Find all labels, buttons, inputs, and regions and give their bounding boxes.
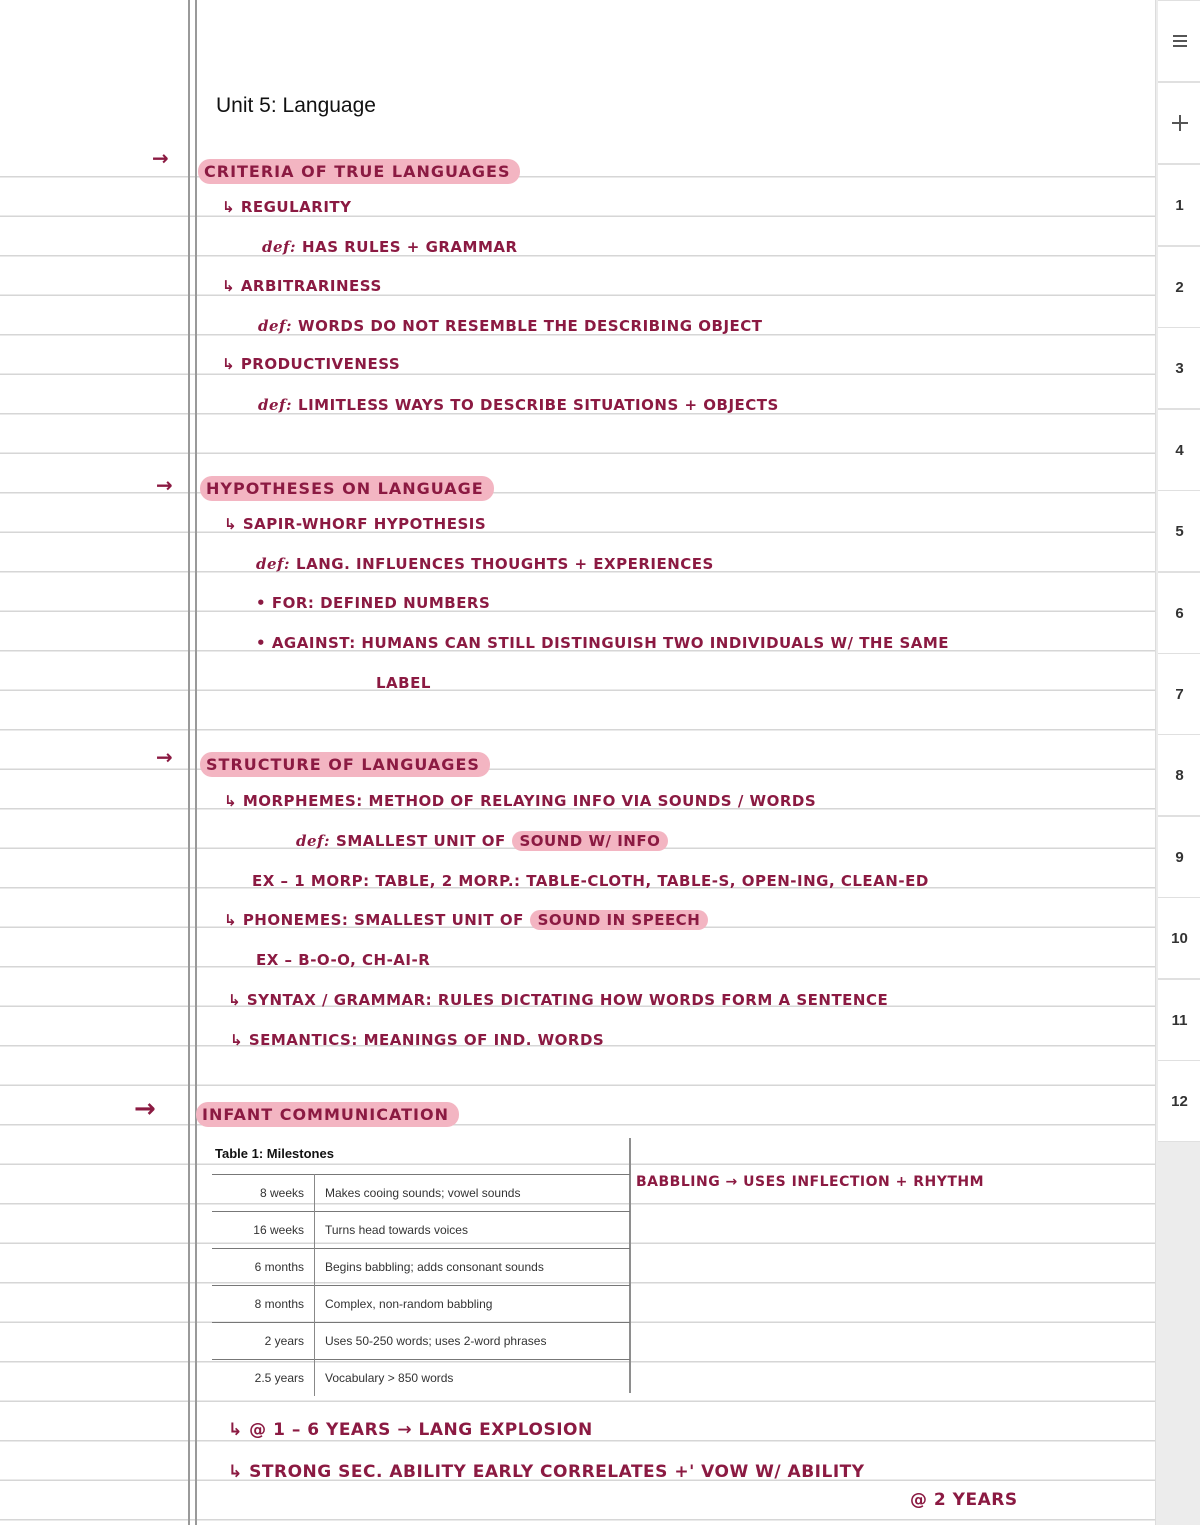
arrow-icon: → — [156, 745, 173, 769]
table-cell-age: 8 weeks — [212, 1175, 315, 1212]
table-row — [212, 1212, 630, 1249]
milestones-table — [212, 1174, 630, 1396]
hook-arrow-icon: ↳ — [228, 991, 242, 1009]
page-tab-9[interactable]: 9 — [1158, 816, 1200, 898]
highlight-sound-info: SOUND W/ INFO — [512, 831, 669, 851]
hypothesis-against: • AGAINST: HUMANS CAN STILL DISTINGUISH TWO INDIVIDUALS W/ THE SAME — [256, 634, 950, 652]
hook-arrow-icon: ↳ — [222, 355, 236, 373]
criteria-item-3: ↳ PRODUCTIVENESS — [222, 355, 401, 373]
arrow-icon: → — [134, 1094, 156, 1124]
semantics-line: ↳ SEMANTICS: MEANINGS OF IND. WORDS — [230, 1031, 605, 1049]
page-tab-2[interactable]: 2 — [1158, 246, 1200, 328]
arrow-icon: → — [152, 146, 169, 170]
page-tab-10[interactable]: 10 — [1158, 897, 1200, 979]
hook-arrow-icon: ↳ — [224, 515, 238, 533]
table-cell-milestone: Begins babbling; adds consonant sounds — [315, 1249, 631, 1286]
table-cell-milestone: Makes cooing sounds; vowel sounds — [315, 1175, 631, 1212]
page-tab-8[interactable]: 8 — [1158, 734, 1200, 816]
table-cell-age: 6 months — [212, 1249, 315, 1286]
babbling-note: BABBLING → USES INFLECTION + RHYTHM — [636, 1174, 985, 1190]
table-cell-age: 16 weeks — [212, 1212, 315, 1249]
criteria-item-1-def: def: HAS RULES + GRAMMAR — [262, 238, 518, 256]
note-correlates: ↳ STRONG SEC. ABILITY EARLY CORRELATES +' VOW W/ ABILITY — [228, 1462, 865, 1482]
phonemes-example: EX – B-O-O, CH-AI-R — [256, 951, 431, 969]
note-two-years: @ 2 YEARS — [910, 1490, 1018, 1510]
page-tab-12[interactable]: 12 — [1158, 1060, 1200, 1142]
infant-heading: INFANT COMMUNICATION — [196, 1102, 459, 1127]
menu-button[interactable] — [1158, 0, 1200, 82]
plus-icon — [1171, 114, 1189, 132]
table-cell-age: 2 years — [212, 1323, 315, 1360]
hook-arrow-icon: ↳ — [228, 1462, 243, 1482]
morphemes-def: def: SMALLEST UNIT OF SOUND W/ INFO — [296, 832, 668, 850]
hypotheses-heading: HYPOTHESES ON LANGUAGE — [200, 476, 494, 501]
phonemes-line: ↳ PHONEMES: SMALLEST UNIT OF SOUND IN SPEECH — [224, 911, 708, 929]
table-row — [212, 1286, 630, 1323]
hook-arrow-icon: ↳ — [230, 1031, 244, 1049]
note-lang-explosion: ↳ @ 1 – 6 YEARS → LANG EXPLOSION — [228, 1420, 593, 1440]
table-row — [212, 1175, 630, 1212]
table-cell-milestone: Complex, non-random babbling — [315, 1286, 631, 1323]
arrow-icon: → — [156, 473, 173, 497]
page-tab-7[interactable]: 7 — [1158, 653, 1200, 735]
bullet-icon: • — [256, 634, 267, 652]
hypothesis-term: ↳ SAPIR-WHORF HYPOTHESIS — [224, 515, 487, 533]
structure-heading: STRUCTURE OF LANGUAGES — [200, 752, 490, 777]
page-title: Unit 5: Language — [216, 94, 376, 117]
hook-arrow-icon: ↳ — [224, 911, 238, 929]
table-cell-milestone: Turns head towards voices — [315, 1212, 631, 1249]
page-tab-11[interactable]: 11 — [1158, 979, 1200, 1061]
page-tab-5[interactable]: 5 — [1158, 490, 1200, 572]
table-row — [212, 1249, 630, 1286]
table-row — [212, 1323, 630, 1360]
margin-line-right — [195, 0, 197, 1525]
table-cell-age: 2.5 years — [212, 1360, 315, 1397]
page-tab-4[interactable]: 4 — [1158, 409, 1200, 491]
hypothesis-for: • FOR: DEFINED NUMBERS — [256, 594, 491, 612]
hypothesis-against-cont: LABEL — [376, 674, 431, 692]
hamburger-menu-icon — [1172, 34, 1188, 48]
bullet-icon: • — [256, 594, 267, 612]
criteria-item-1: ↳ REGULARITY — [222, 198, 352, 216]
page-tab-6[interactable]: 6 — [1158, 572, 1200, 654]
hook-arrow-icon: ↳ — [222, 198, 236, 216]
table-cell-milestone: Vocabulary > 850 words — [315, 1360, 631, 1397]
add-page-button[interactable] — [1158, 82, 1200, 164]
table-row — [212, 1360, 630, 1397]
hypothesis-def: def: LANG. INFLUENCES THOUGHTS + EXPERIENCES — [256, 555, 714, 573]
hook-arrow-icon: ↳ — [222, 277, 236, 295]
margin-line-left — [188, 0, 190, 1525]
criteria-item-3-def: def: LIMITLESS WAYS TO DESCRIBE SITUATIONS + OBJECTS — [258, 396, 779, 414]
syntax-line: ↳ SYNTAX / GRAMMAR: RULES DICTATING HOW WORDS FORM A SENTENCE — [228, 991, 889, 1009]
page-tab-3[interactable]: 3 — [1158, 327, 1200, 409]
hook-arrow-icon: ↳ — [224, 792, 238, 810]
hook-arrow-icon: ↳ — [228, 1420, 243, 1440]
criteria-item-2-def: def: WORDS DO NOT RESEMBLE THE DESCRIBING OBJECT — [258, 317, 763, 335]
page-sidebar — [1155, 0, 1200, 1525]
criteria-heading: CRITERIA OF TRUE LANGUAGES — [198, 159, 520, 184]
highlight-sound-speech: SOUND IN SPEECH — [530, 910, 709, 930]
table-cell-age: 8 months — [212, 1286, 315, 1323]
table-cell-milestone: Uses 50-250 words; uses 2-word phrases — [315, 1323, 631, 1360]
morphemes-example: EX – 1 MORP: TABLE, 2 MORP.: TABLE-CLOTH, TABLE-S, OPEN-ING, CLEAN-ED — [252, 872, 929, 890]
morphemes-line: ↳ MORPHEMES: METHOD OF RELAYING INFO VIA SOUNDS / WORDS — [224, 792, 817, 810]
criteria-item-2: ↳ ARBITRARINESS — [222, 277, 382, 295]
table-caption: Table 1: Milestones — [215, 1146, 334, 1161]
page-tab-1[interactable]: 1 — [1158, 164, 1200, 246]
